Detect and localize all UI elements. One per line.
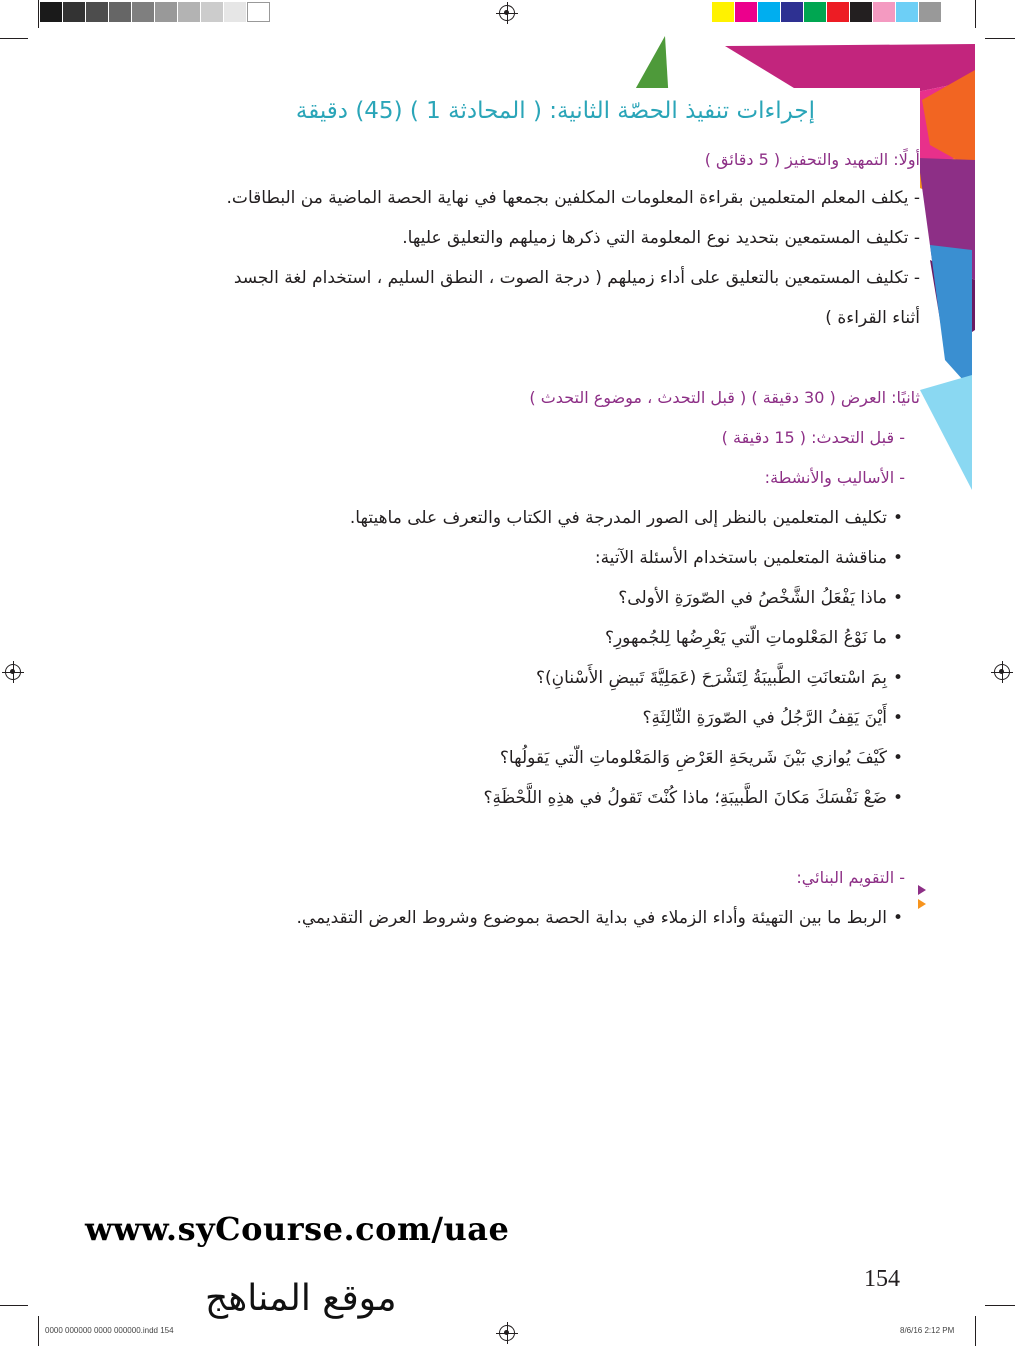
blue-shape (930, 245, 972, 390)
light-blue-shape (920, 375, 972, 490)
page-number: 154 (864, 1266, 900, 1292)
crop-mark (0, 38, 28, 39)
crop-mark (985, 38, 1015, 39)
crop-mark (38, 1316, 39, 1346)
section2-heading: ثانيًا: العرض ( 30 دقيقة ) ( قبل التحدث ، موضوع التحدث ) (529, 388, 920, 407)
crop-mark (38, 0, 39, 28)
list-item: • مناقشة المتعلمين باستخدام الأسئلة الآتية: (73, 548, 903, 568)
slug-file: 0000 000000 0000 000000.indd 154 (45, 1326, 174, 1335)
grayscale-bar (40, 2, 270, 22)
crop-mark (0, 1305, 28, 1306)
list-item: • أَيْنَ يَقِفُ الرَّجُلُ في الصّورَةِ الثّالِثَةِ؟ (73, 708, 903, 728)
registration-mark-icon (499, 1325, 515, 1341)
site-logo-text: موقع المناهج (205, 1278, 397, 1319)
section2-sub2: - الأساليب والأنشطة: (764, 468, 905, 487)
crop-mark (975, 0, 976, 28)
crop-mark (985, 1305, 1015, 1306)
list-item: • تكليف المتعلمين بالنظر إلى الصور المدرجة في الكتاب والتعرف على ماهيتها. (73, 508, 903, 528)
section2-sub1: - قبل التحدث: ( 15 دقيقة ) (721, 428, 905, 447)
registration-mark-icon (499, 5, 515, 21)
list-item: • بِمَ اسْتعانَتِ الطَّبيبَةُ لِتَشْرَحَ (عَمَلِيَّةَ تَبيضِ الأَسْنانِ)؟ (73, 668, 903, 688)
color-bar (712, 2, 942, 22)
section3-heading: - التقويم البنائي: (796, 868, 905, 887)
slug-date: 8/6/16 2:12 PM (900, 1326, 955, 1335)
website-url[interactable]: www.syCourse.com/uae (85, 1210, 510, 1248)
registration-mark-icon (994, 664, 1010, 680)
registration-mark-icon (5, 664, 21, 680)
page-title: إجراءات تنفيذ الحصّة الثانية: ( المحادثة 1 ) (45) دقيقة (295, 98, 815, 124)
section1-item: - تكليف المستمعين بتحديد نوع المعلومة التي ذكرها زميلهم والتعليق عليها. (402, 228, 920, 248)
list-item: • ما نَوْعُ المَعْلوماتِ الّتي يَعْرِضُها لِلجُمهورِ؟ (73, 628, 903, 648)
section1-item: - تكليف المستمعين بالتعليق على أداء زميلهم ( درجة الصوت ، النطق السليم ، استخدام لغة الجسد (233, 268, 920, 288)
list-item: • ضَعْ نَفْسَكَ مَكانَ الطَّبيبَةِ؛ ماذا كُنْتَ تَقولُ في هذِهِ اللَّحْظَةِ؟ (73, 788, 903, 808)
section1-heading: أولًا: التمهيد والتحفيز ( 5 دقائق ) (704, 150, 920, 169)
list-item: • الربط ما بين التهيئة وأداء الزملاء في بداية الحصة بموضوع وشروط العرض التقديمي. (73, 908, 903, 928)
small-arrow-icon (918, 885, 928, 915)
list-item: • كَيْفَ يُوازي بَيْنَ شَريحَةِ العَرْضِ وَالمَعْلوماتِ الّتي يَقولُها؟ (73, 748, 903, 768)
list-item: • ماذا يَفْعَلُ الشَّخْصُ في الصّورَةِ الأولى؟ (73, 588, 903, 608)
crop-mark (975, 1316, 976, 1346)
section1-item: أثناء القراءة ) (825, 308, 920, 328)
section1-item: - يكلف المعلم المتعلمين بقراءة المعلومات المكلفين بجمعها في نهاية الحصة الماضية من البطاقات. (226, 188, 920, 208)
